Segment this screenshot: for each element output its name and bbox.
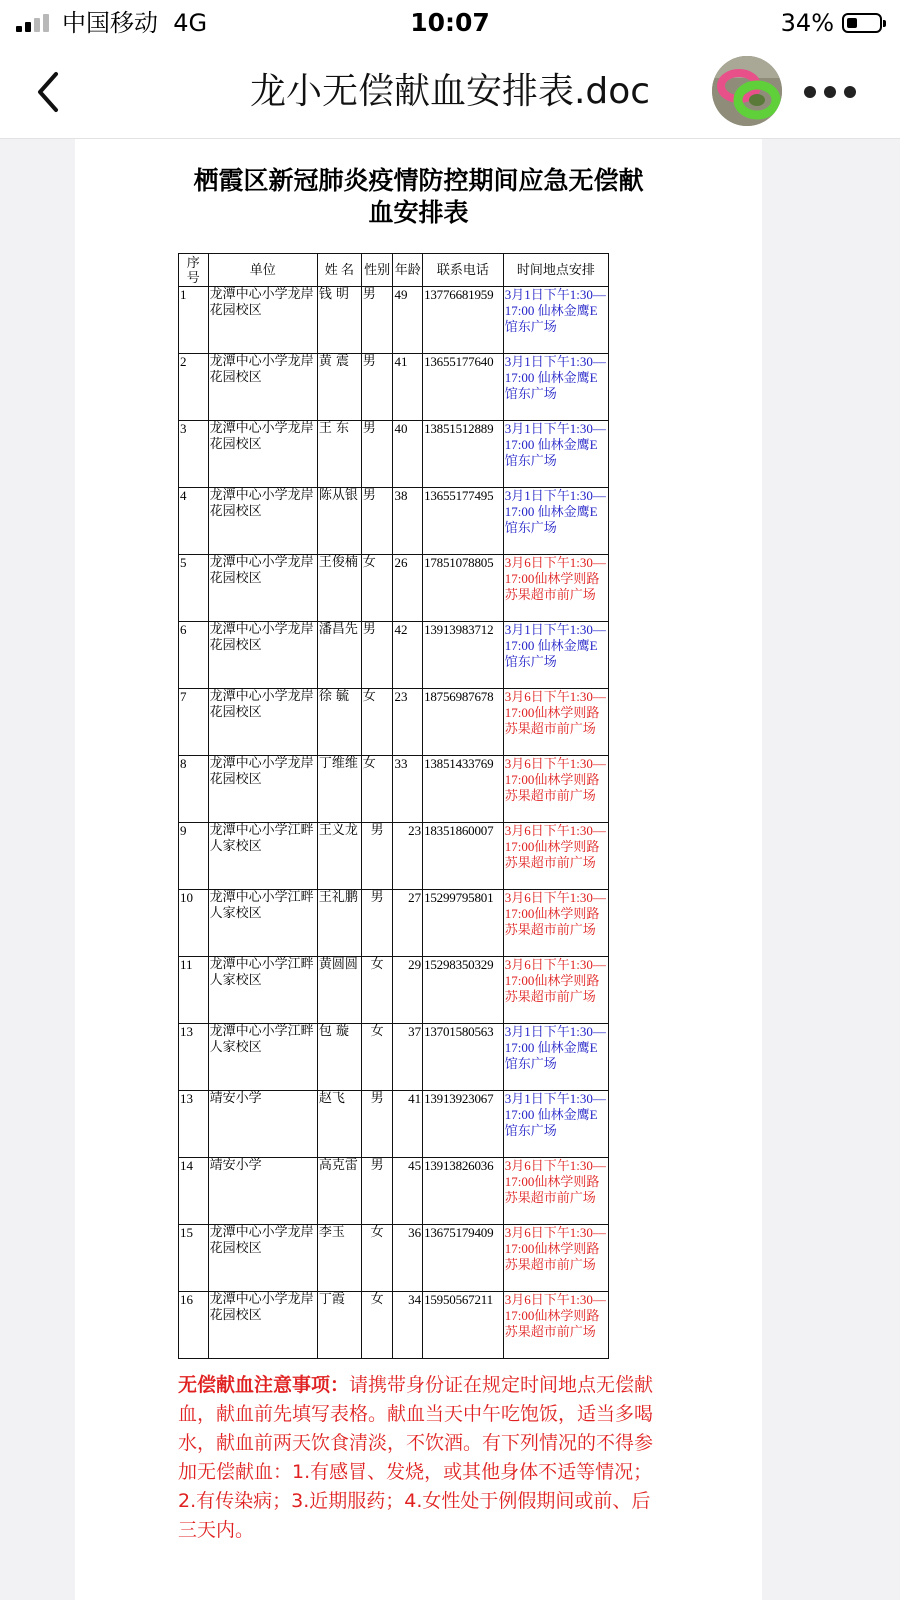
row-phone: 13655177495 <box>423 488 504 555</box>
row-age: 33 <box>393 756 423 823</box>
row-age: 34 <box>393 1292 423 1359</box>
notice-heading: 无偿献血注意事项： <box>178 1374 350 1396</box>
row-unit: 龙潭中心小学龙岸花园校区 <box>208 1225 317 1292</box>
row-unit: 龙潭中心小学龙岸花园校区 <box>208 1292 317 1359</box>
row-schedule: 3月1日下午1:30—17:00 仙林金鹰E馆东广场 <box>503 1024 608 1091</box>
table-row <box>179 421 609 488</box>
row-schedule: 3月1日下午1:30—17:00 仙林金鹰E馆东广场 <box>503 488 608 555</box>
table-row <box>179 488 609 555</box>
row-sex: 男 <box>361 823 393 890</box>
title-line-2: 血安排表 <box>368 198 469 227</box>
more-dots-icon[interactable] <box>804 82 858 102</box>
row-no: 3 <box>179 421 209 488</box>
notice-body: 请携带身份证在规定时间地点无偿献血，献血前先填写表格。献血当天中午吃饱饭，适当多喝水，献血前两天饮食清淡，不饮酒。有下列情况的不得参加无偿献血：1.有感冒、发烧，或其他身体不适等情况；2.有传染病；3.近期服药；4.女性处于例假期间或前、后三天内。 <box>178 1374 654 1541</box>
row-sex: 女 <box>361 555 393 622</box>
network-type: 4G <box>173 9 208 37</box>
row-unit: 龙潭中心小学龙岸花园校区 <box>208 756 317 823</box>
row-phone: 13675179409 <box>423 1225 504 1292</box>
row-schedule: 3月6日下午1:30—17:00仙林学则路苏果超市前广场 <box>503 1158 608 1225</box>
row-name: 丁霞 <box>317 1292 361 1359</box>
row-age: 40 <box>393 421 423 488</box>
row-age: 23 <box>393 689 423 756</box>
row-sex: 男 <box>361 354 393 421</box>
row-phone: 15298350329 <box>423 957 504 1024</box>
title-line-1: 栖霞区新冠肺炎疫情防控期间应急无偿献 <box>193 166 644 195</box>
row-name: 高克雷 <box>317 1158 361 1225</box>
table-row <box>179 756 609 823</box>
table-row <box>179 622 609 689</box>
row-schedule: 3月1日下午1:30—17:00 仙林金鹰E馆东广场 <box>503 354 608 421</box>
row-no: 16 <box>179 1292 209 1359</box>
row-phone: 17851078805 <box>423 555 504 622</box>
row-unit: 龙潭中心小学龙岸花园校区 <box>208 354 317 421</box>
row-schedule: 3月6日下午1:30—17:00仙林学则路苏果超市前广场 <box>503 890 608 957</box>
header-unit: 单位 <box>208 254 317 287</box>
battery-icon <box>842 13 882 33</box>
row-phone: 18351860007 <box>423 823 504 890</box>
row-no: 10 <box>179 890 209 957</box>
row-age: 49 <box>393 287 423 354</box>
row-unit: 龙潭中心小学江畔人家校区 <box>208 957 317 1024</box>
row-unit: 龙潭中心小学江畔人家校区 <box>208 890 317 957</box>
row-schedule: 3月6日下午1:30—17:00仙林学则路苏果超市前广场 <box>503 957 608 1024</box>
row-sex: 男 <box>361 622 393 689</box>
status-bar <box>0 0 900 46</box>
row-name: 潘昌先 <box>317 622 361 689</box>
row-phone: 15299795801 <box>423 890 504 957</box>
row-no: 7 <box>179 689 209 756</box>
donation-schedule-table <box>178 253 609 1359</box>
row-no: 15 <box>179 1225 209 1292</box>
row-age: 26 <box>393 555 423 622</box>
table-row <box>179 689 609 756</box>
donation-notice <box>178 1371 658 1545</box>
battery-percent: 34% <box>780 9 834 37</box>
document-title: 龙小无偿献血安排表.doc <box>249 71 651 112</box>
row-schedule: 3月6日下午1:30—17:00仙林学则路苏果超市前广场 <box>503 1292 608 1359</box>
row-sex: 女 <box>361 1292 393 1359</box>
row-name: 王俊楠 <box>317 555 361 622</box>
table-row <box>179 1292 609 1359</box>
row-age: 41 <box>393 1091 423 1158</box>
row-no: 14 <box>179 1158 209 1225</box>
row-schedule: 3月6日下午1:30—17:00仙林学则路苏果超市前广场 <box>503 555 608 622</box>
row-phone: 13913983712 <box>423 622 504 689</box>
header-schedule: 时间地点安排 <box>503 254 608 287</box>
table-row <box>179 354 609 421</box>
table-row <box>179 957 609 1024</box>
row-phone: 13701580563 <box>423 1024 504 1091</box>
table-row <box>179 555 609 622</box>
row-age: 38 <box>393 488 423 555</box>
row-no: 5 <box>179 555 209 622</box>
row-unit: 龙潭中心小学龙岸花园校区 <box>208 287 317 354</box>
row-no: 1 <box>179 287 209 354</box>
chevron-left-icon[interactable] <box>30 66 70 118</box>
row-phone: 13913923067 <box>423 1091 504 1158</box>
row-phone: 13776681959 <box>423 287 504 354</box>
row-no: 8 <box>179 756 209 823</box>
row-sex: 男 <box>361 287 393 354</box>
row-no: 4 <box>179 488 209 555</box>
row-age: 45 <box>393 1158 423 1225</box>
row-name: 黄圆圆 <box>317 957 361 1024</box>
row-phone: 18756987678 <box>423 689 504 756</box>
row-age: 23 <box>393 823 423 890</box>
row-no: 13 <box>179 1091 209 1158</box>
row-name: 包 璇 <box>317 1024 361 1091</box>
carrier-name: 中国移动 <box>62 9 158 37</box>
row-no: 6 <box>179 622 209 689</box>
row-age: 36 <box>393 1225 423 1292</box>
table-row <box>179 823 609 890</box>
row-unit: 靖安小学 <box>208 1158 317 1225</box>
row-schedule: 3月1日下午1:30—17:00 仙林金鹰E馆东广场 <box>503 622 608 689</box>
row-schedule: 3月1日下午1:30—17:00 仙林金鹰E馆东广场 <box>503 421 608 488</box>
row-unit: 龙潭中心小学龙岸花园校区 <box>208 421 317 488</box>
row-unit: 龙潭中心小学龙岸花园校区 <box>208 555 317 622</box>
table-row <box>179 1225 609 1292</box>
row-phone: 13851433769 <box>423 756 504 823</box>
row-name: 徐 毓 <box>317 689 361 756</box>
row-phone: 13851512889 <box>423 421 504 488</box>
row-age: 42 <box>393 622 423 689</box>
row-name: 黄 震 <box>317 354 361 421</box>
row-schedule: 3月1日下午1:30—17:00 仙林金鹰E馆东广场 <box>503 287 608 354</box>
row-name: 钱 明 <box>317 287 361 354</box>
row-unit: 龙潭中心小学江畔人家校区 <box>208 1024 317 1091</box>
row-phone: 13913826036 <box>423 1158 504 1225</box>
row-phone: 15950567211 <box>423 1292 504 1359</box>
table-row <box>179 287 609 354</box>
row-schedule: 3月1日下午1:30—17:00 仙林金鹰E馆东广场 <box>503 1091 608 1158</box>
row-sex: 女 <box>361 689 393 756</box>
row-unit: 龙潭中心小学江畔人家校区 <box>208 823 317 890</box>
row-age: 27 <box>393 890 423 957</box>
row-unit: 龙潭中心小学龙岸花园校区 <box>208 689 317 756</box>
row-sex: 女 <box>361 1225 393 1292</box>
header-sex: 性别 <box>361 254 393 287</box>
row-age: 41 <box>393 354 423 421</box>
row-sex: 女 <box>361 1024 393 1091</box>
row-name: 王义龙 <box>317 823 361 890</box>
table-row <box>179 1158 609 1225</box>
row-sex: 女 <box>361 756 393 823</box>
row-age: 37 <box>393 1024 423 1091</box>
row-name: 赵飞 <box>317 1091 361 1158</box>
row-no: 13 <box>179 1024 209 1091</box>
header-age: 年龄 <box>393 254 423 287</box>
header-no: 序 号 <box>179 254 209 287</box>
row-name: 丁维维 <box>317 756 361 823</box>
clock: 10:07 <box>410 8 490 37</box>
row-name: 王礼鹏 <box>317 890 361 957</box>
row-name: 王 东 <box>317 421 361 488</box>
row-schedule: 3月6日下午1:30—17:00仙林学则路苏果超市前广场 <box>503 689 608 756</box>
row-sex: 男 <box>361 488 393 555</box>
document-page <box>75 139 762 1600</box>
row-unit: 龙潭中心小学龙岸花园校区 <box>208 622 317 689</box>
header-name: 姓 名 <box>317 254 361 287</box>
row-sex: 男 <box>361 421 393 488</box>
table-row <box>179 1024 609 1091</box>
row-name: 李玉 <box>317 1225 361 1292</box>
table-header-row <box>179 254 609 287</box>
row-sex: 男 <box>361 890 393 957</box>
page-title <box>75 165 762 229</box>
table-row <box>179 1091 609 1158</box>
header-phone: 联系电话 <box>423 254 504 287</box>
row-no: 11 <box>179 957 209 1024</box>
row-sex: 女 <box>361 957 393 1024</box>
row-no: 9 <box>179 823 209 890</box>
row-sex: 男 <box>361 1158 393 1225</box>
row-phone: 13655177640 <box>423 354 504 421</box>
row-name: 陈从银 <box>317 488 361 555</box>
nav-bar <box>0 46 900 139</box>
row-no: 2 <box>179 354 209 421</box>
row-unit: 龙潭中心小学龙岸花园校区 <box>208 488 317 555</box>
row-schedule: 3月6日下午1:30—17:00仙林学则路苏果超市前广场 <box>503 756 608 823</box>
row-schedule: 3月6日下午1:30—17:00仙林学则路苏果超市前广场 <box>503 823 608 890</box>
row-age: 29 <box>393 957 423 1024</box>
avatar[interactable] <box>712 56 782 126</box>
table-row <box>179 890 609 957</box>
row-schedule: 3月6日下午1:30—17:00仙林学则路苏果超市前广场 <box>503 1225 608 1292</box>
row-sex: 男 <box>361 1091 393 1158</box>
row-unit: 靖安小学 <box>208 1091 317 1158</box>
